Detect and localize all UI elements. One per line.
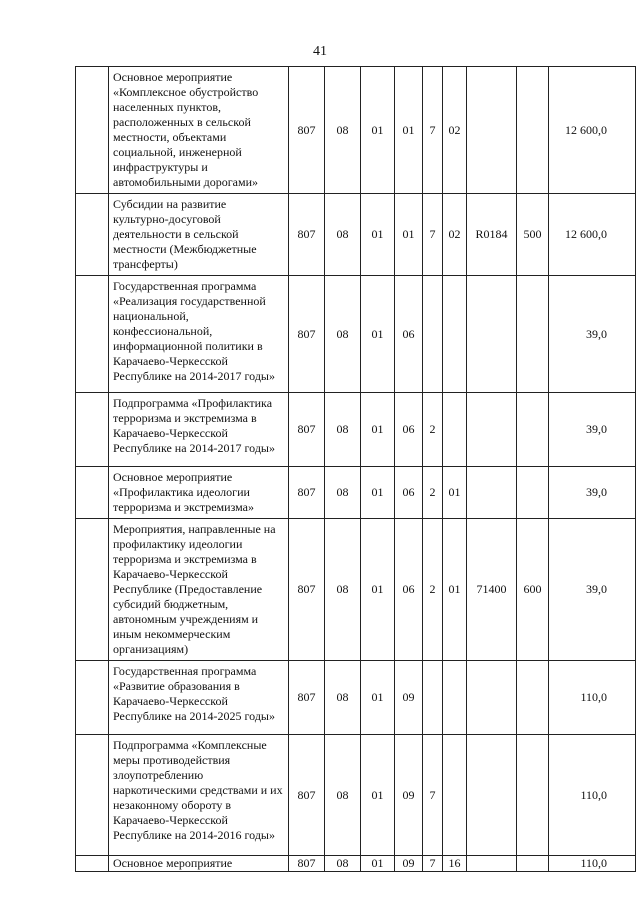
direction-code-cell [467,276,517,393]
item-name-cell: Государственная программа «Развитие образования в Карачаево-Черкесской Республике на 2014-2025 годы» [109,661,289,735]
section-code-cell: 08 [325,276,361,393]
row-number-cell [76,276,109,393]
program-code-cell: 01 [395,67,423,194]
direction-code-cell [467,67,517,194]
event-code-cell [443,393,467,467]
ministry-code-cell: 807 [289,519,325,661]
item-name-cell: Подпрограмма «Профилактика терроризма и экстремизма в Карачаево-Черкесской Республике на 2014-2017 годы» [109,393,289,467]
item-name-cell: Субсидии на развитие культурно-досуговой деятельности в сельской местности (Межбюджетные трансферты) [109,194,289,276]
subsection-code-cell: 01 [361,735,395,856]
section-code-cell: 08 [325,661,361,735]
event-code-cell: 02 [443,194,467,276]
ministry-code-cell: 807 [289,194,325,276]
expense-type-code-cell [517,661,549,735]
subprogram-code-cell [423,276,443,393]
ministry-code-cell: 807 [289,661,325,735]
ministry-code-cell: 807 [289,467,325,519]
table-body [76,67,636,872]
direction-code-cell: R0184 [467,194,517,276]
amount-cell: 39,0 [549,467,636,519]
table-row [76,661,636,735]
ministry-code-cell: 807 [289,856,325,872]
section-code-cell: 08 [325,194,361,276]
expense-type-code-cell [517,735,549,856]
item-name-cell: Подпрограмма «Комплексные меры противодействия злоупотреблению наркотическими средствами и их незаконному обороту в Карачаево-Черкесской Республике на 2014-2016 годы» [109,735,289,856]
expense-type-code-cell [517,276,549,393]
program-code-cell: 01 [395,194,423,276]
row-number-cell [76,67,109,194]
expense-type-code-cell [517,67,549,194]
section-code-cell: 08 [325,67,361,194]
expense-type-code-cell: 500 [517,194,549,276]
subsection-code-cell: 01 [361,661,395,735]
item-name-cell: Государственная программа «Реализация государственной национальной, конфессиональной, информационной политики в Карачаево-Черкесской Республике на 2014-2017 годы» [109,276,289,393]
event-code-cell: 02 [443,67,467,194]
subsection-code-cell: 01 [361,393,395,467]
row-number-cell [76,856,109,872]
subsection-code-cell: 01 [361,194,395,276]
subsection-code-cell: 01 [361,276,395,393]
expense-type-code-cell: 600 [517,519,549,661]
direction-code-cell [467,856,517,872]
program-code-cell: 09 [395,735,423,856]
event-code-cell: 01 [443,519,467,661]
event-code-cell [443,735,467,856]
table-row [76,735,636,856]
program-code-cell: 09 [395,856,423,872]
section-code-cell: 08 [325,735,361,856]
ministry-code-cell: 807 [289,735,325,856]
direction-code-cell [467,661,517,735]
amount-cell: 110,0 [549,735,636,856]
direction-code-cell [467,467,517,519]
row-number-cell [76,661,109,735]
amount-cell: 39,0 [549,519,636,661]
subsection-code-cell: 01 [361,856,395,872]
subprogram-code-cell: 7 [423,194,443,276]
subsection-code-cell: 01 [361,67,395,194]
item-name-cell: Основное мероприятие «Профилактика идеологии терроризма и экстремизма» [109,467,289,519]
table-row [76,393,636,467]
row-number-cell [76,519,109,661]
item-name-cell: Основное мероприятие [109,856,289,872]
subsection-code-cell: 01 [361,467,395,519]
section-code-cell: 08 [325,519,361,661]
table-row [76,856,636,872]
direction-code-cell: 71400 [467,519,517,661]
section-code-cell: 08 [325,467,361,519]
event-code-cell [443,661,467,735]
amount-cell: 12 600,0 [549,67,636,194]
amount-cell: 110,0 [549,856,636,872]
page-number: 41 [313,44,327,59]
row-number-cell [76,194,109,276]
program-code-cell: 09 [395,661,423,735]
direction-code-cell [467,735,517,856]
amount-cell: 39,0 [549,393,636,467]
subprogram-code-cell [423,661,443,735]
expense-type-code-cell [517,467,549,519]
row-number-cell [76,393,109,467]
table-row [76,67,636,194]
ministry-code-cell: 807 [289,393,325,467]
program-code-cell: 06 [395,276,423,393]
row-number-cell [76,467,109,519]
program-code-cell: 06 [395,393,423,467]
section-code-cell: 08 [325,393,361,467]
ministry-code-cell: 807 [289,276,325,393]
event-code-cell: 01 [443,467,467,519]
subprogram-code-cell: 7 [423,735,443,856]
amount-cell: 39,0 [549,276,636,393]
table-row [76,467,636,519]
table-row [76,194,636,276]
section-code-cell: 08 [325,856,361,872]
amount-cell: 110,0 [549,661,636,735]
subprogram-code-cell: 2 [423,467,443,519]
direction-code-cell [467,393,517,467]
budget-table [75,66,636,872]
event-code-cell: 16 [443,856,467,872]
subprogram-code-cell: 7 [423,67,443,194]
table-row [76,276,636,393]
program-code-cell: 06 [395,467,423,519]
expense-type-code-cell [517,856,549,872]
item-name-cell: Мероприятия, направленные на профилактику идеологии терроризма и экстремизма в Карачаево-Черкесской Республике (Предоставление субсидий бюджетным, автономным учреждениям и иным некоммерческим организациям) [109,519,289,661]
subprogram-code-cell: 2 [423,519,443,661]
program-code-cell: 06 [395,519,423,661]
expense-type-code-cell [517,393,549,467]
amount-cell: 12 600,0 [549,194,636,276]
row-number-cell [76,735,109,856]
ministry-code-cell: 807 [289,67,325,194]
item-name-cell: Основное мероприятие «Комплексное обустройство населенных пунктов, расположенных в сельской местности, объектами социальной, инженерной инфраструктуры и автомобильными дорогами» [109,67,289,194]
event-code-cell [443,276,467,393]
table-row [76,519,636,661]
subprogram-code-cell: 7 [423,856,443,872]
subsection-code-cell: 01 [361,519,395,661]
subprogram-code-cell: 2 [423,393,443,467]
